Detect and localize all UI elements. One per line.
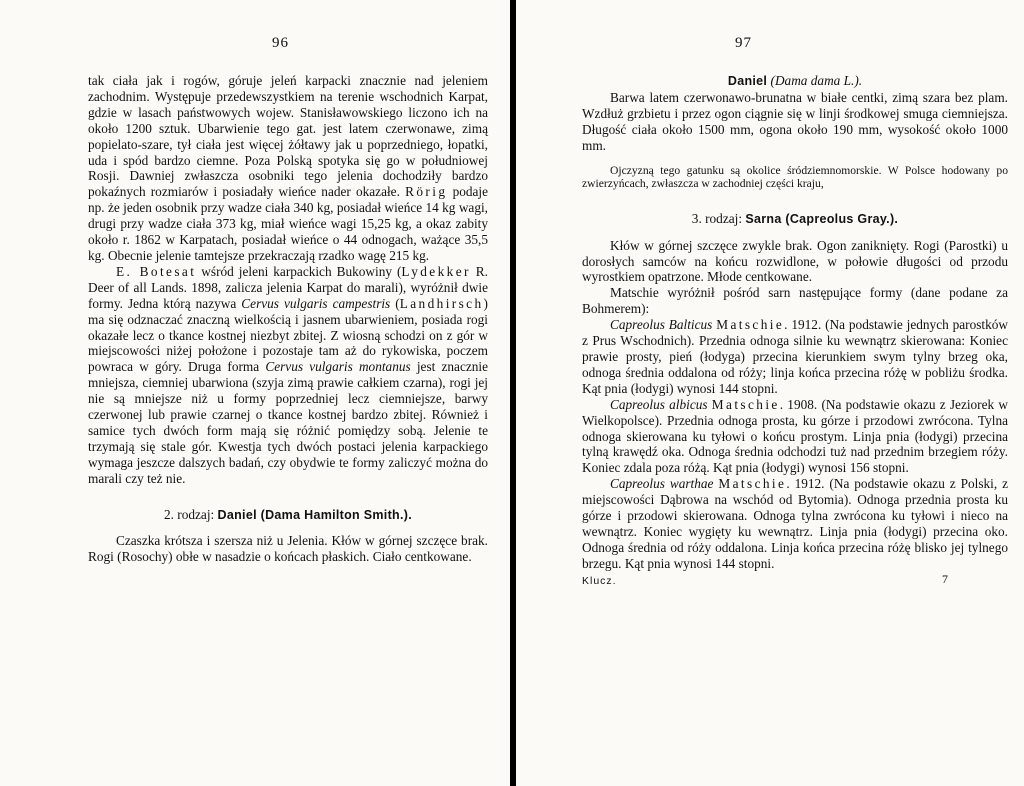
author-name: Matschie — [718, 476, 787, 492]
species-name: Daniel — [727, 74, 768, 88]
paragraph-text: tak ciała jak i rogów, góruje jeleń karpacki znacznie nad jeleniem zachodnim. Występuje przedewszystkiem na terenie wschodnich Karpat, gdzie w lasach państwowych wojew. Stanisławowskiego liczono ich na około 1200 sztuk. Ubarwienie tego gat. jest latem czerwonawe, zimą popielato-szare, tył ciała jest więcej żółtawy jak u poprzedniego, łopatki, uda i spód bardzo ciemne. Poza Polską spotyka się go w południowej Rosji. Dawniej zwłaszcza osobniki tego jelenia dochodziły bardzo pokaźnych rozmiarów i posiadały wieńce nader okazałe. — [88, 73, 488, 200]
paragraph: Matschie wyróżnił pośród sarn następujące formy (dane podane za Bohmerem): — [582, 285, 1008, 317]
paragraph-text: R. Deer of all Lands. 1898, zalicza jelenia Karpat do marali), wyróżnił dwie formy. Jedna którą nazywa — [88, 263, 488, 311]
author-name: Lydekker — [401, 263, 471, 279]
form-entry — [582, 476, 1008, 571]
latin-name: (Dama dama L.). — [770, 73, 863, 88]
latin-name: Capreolus warthae — [610, 476, 714, 492]
latin-name: Cervus vulgaris campestris — [241, 295, 391, 311]
signature-mark: Klucz. — [582, 574, 617, 587]
page-number: 96 — [272, 35, 289, 51]
author-name: E. Botesat — [116, 263, 197, 279]
author-name: Matschie — [711, 396, 780, 412]
sheet-number: 7 — [942, 571, 948, 586]
heading-title: Daniel (Dama Hamilton Smith.). — [217, 507, 412, 522]
spacer — [88, 523, 488, 533]
species-heading — [582, 73, 1008, 90]
form-entry — [582, 397, 1008, 477]
paragraph-text: podaje np. że jeden osobnik przy wadze ciała 340 kg, posiadał wieńce 14 kg wagi, drugi przy wadze ciała 373 kg, miał wieńce wagi 15,25 kg, a okaz zabity około r. 1862 w Karpatach, posiadał wieńce o 44 odnogach, ważące 35,5 kg. Obecnie jelenie tamtejsze przekraczają rzadko wagę 215 kg. — [88, 184, 489, 263]
paragraph: Barwa latem czerwonawo-brunatna w białe centki, zimą szara bez plam. Wzdłuż grzbietu i przez ogon ciągnie się w linji środkowej smuga ciemniejsza. Długość ciała około 1500 mm, ogona około 190 mm, wysokość około 1000 mm. — [582, 89, 1008, 153]
paragraph-text: . 1912. (Na podstawie jednych parostków z Prus Wschodnich). Przednia odnoga silnie ku wewnątrz skierowana: Koniec prawie prosty, pień (łodyga) przecina kierunkiem swym tylny brzeg oka, odnoga średnia oddalona od róży; linja końca przecina różę w pobliżu środka. Kąt pnia (łodygi) wynosi 144 stopni. — [582, 317, 1009, 396]
section-heading — [88, 507, 488, 524]
paragraph-text: wśród jeleni karpackich Bukowiny ( — [201, 263, 402, 279]
paragraph: Kłów w górnej szczęce zwykle brak. Ogon zaniknięty. Rogi (Parostki) u dorosłych samców na końcu rozwidlone, w połowie długości od przodu wyrostkiem opatrzone. Młode centkowane. — [582, 237, 1008, 285]
section-heading — [582, 211, 1008, 228]
latin-name: Cervus vulgaris montanus — [265, 359, 411, 375]
text-column — [582, 73, 1008, 590]
left-page — [0, 0, 510, 786]
heading-prefix: 2. rodzaj: — [164, 506, 218, 522]
author-name: Rörig — [405, 184, 448, 200]
paragraph — [88, 264, 488, 487]
paragraph: Ojczyzną tego gatunku są okolice śródziemnomorskie. W Polsce hodowany po zwierzyńcach, zwłaszcza w zachodniej części kraju, — [582, 163, 1008, 191]
spacer — [582, 228, 1008, 238]
form-entry — [582, 317, 1008, 397]
spacer — [582, 191, 1008, 211]
author-name: Landhirsch — [399, 295, 484, 311]
author-name: Matschie — [716, 317, 785, 333]
paragraph: Czaszka krótsza i szersza niż u Jelenia. Kłów w górnej szczęce brak. Rogi (Rosochy) obłe w nasadzie o końcach płaskich. Ciało centkowane. — [88, 533, 488, 565]
paragraph — [88, 73, 488, 264]
paragraph-text: jest znacznie mniejsza, ciemniej ubarwiona (szyja zimą prawie całkiem czarna), rogi jej nie są mniejsze niż u formy poprzedniej lecz ciemniejsze, barwy czerwonej lub prawie czarnej o tkance kostnej bardzo zbitej. Również i samice tych dwóch form mają się różnić pomiędzy sobą. Jelenie te trzymają się stale gór. Kwestja tych dwóch postaci jelenia karpackiego wymaga jeszcze dalszych badań, czy obydwie te formy zaliczyć można do marali czy też nie. — [88, 359, 488, 486]
latin-name: Capreolus albicus — [610, 396, 708, 412]
latin-name: Capreolus Balticus — [610, 317, 713, 333]
heading-prefix: 3. rodzaj: — [691, 210, 746, 226]
heading-title: Sarna (Capreolus Gray.). — [745, 211, 899, 226]
page-number: 97 — [735, 35, 752, 51]
paragraph-text: ) ma się odznaczać znaczną wielkością i jasnem ubarwieniem, posiada rogi okazałe lecz o tkance kostnej niezbyt zbitej. Z wiosną schodzi on z gór w miejscowości niżej położone i pozostaje tam aż do rykowiska, poczem powraca w góry. Druga forma — [88, 295, 488, 375]
spacer — [88, 487, 488, 507]
paragraph-text: . 1908. (Na podstawie okazu z Jeziorek w Wielkopolsce). Przednia odnoga prosta, ku górze i przodowi zwrócona. Tylna odnoga skierowana ku tyłowi o końcu prostym. Linja pnia (łodygi) przecina tylną krawędź oka. Odnoga średnia odchodzi tuż nad przednim brzegiem róży. Koniec zdala poza różą. Kąt pnia (łodygi) wynosi 156 stopni. — [582, 396, 1008, 476]
spacer — [582, 154, 1008, 164]
paragraph-text: ( — [390, 295, 400, 311]
page-footer — [582, 572, 1008, 590]
paragraph-text: . 1912. (Na podstawie okazu z Polski, z miejscowości Dąbrowa na wschód od Bytomia). Odnoga przednia prosta ku górze i przodowi skierowana. Odnoga tylna zwrócona ku tyłowi i nieco na wewnątrz. Koniec wygięty ku wewnątrz. Linja pnia (łodygi) przecina oko. Odnoga średnia od róży oddalona. Linja końca przecina różę blisko jej tylnego brzegu. Kąt pnia wynosi 144 stopni. — [582, 476, 1009, 571]
right-page — [516, 0, 1024, 786]
text-column — [88, 73, 488, 565]
